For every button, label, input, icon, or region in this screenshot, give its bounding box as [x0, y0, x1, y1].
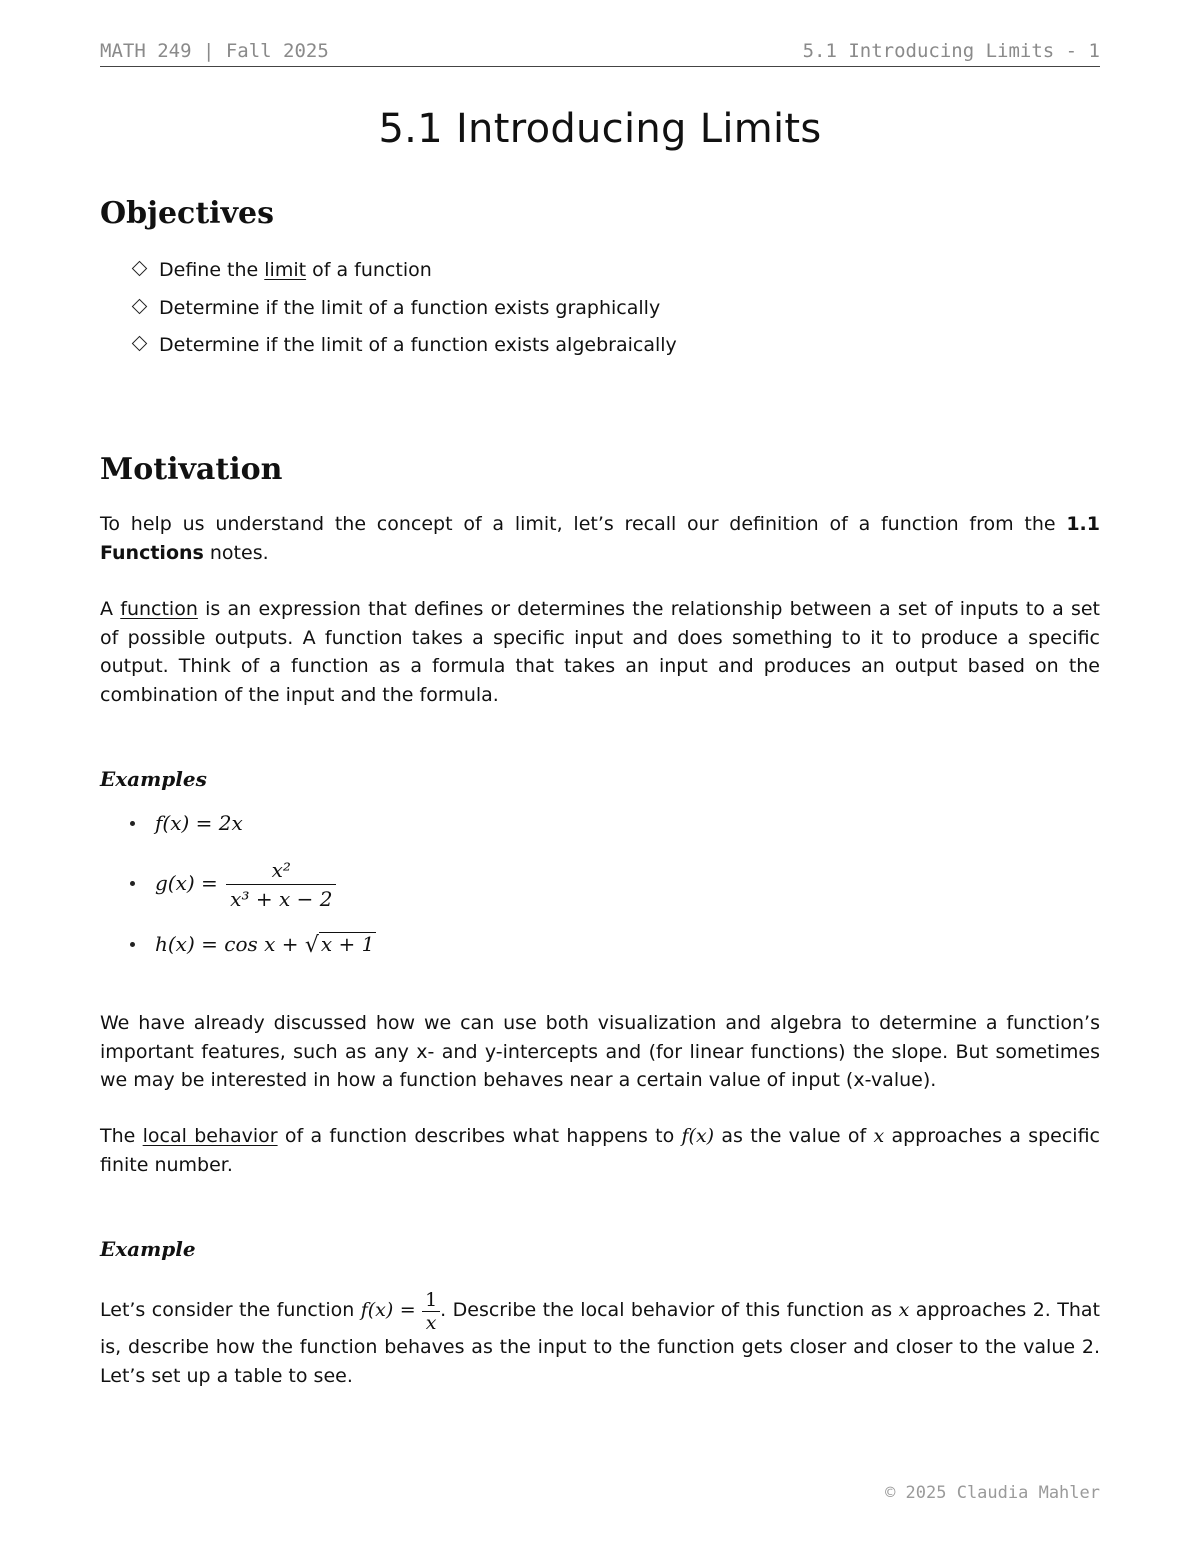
motivation-heading: Motivation	[100, 452, 283, 487]
paragraph-example: Let’s consider the function f(x) = $\frac{1}{x}$ . Describe the local behavior of this function as x approaches 2. That is, describe how the function behaves as the input to the function gets closer and closer to the value 2. Let’s set up a table to see.	[100, 1289, 1100, 1387]
bullet-icon	[130, 821, 135, 826]
example-heading: Example	[100, 1237, 196, 1261]
diamond-bullet-icon	[132, 336, 148, 352]
diamond-bullet-icon	[132, 298, 148, 314]
term-limit: limit	[264, 259, 307, 281]
paragraph-local-behavior: The local behavior of a function describes what happens to f(x) as the value of x approaches a specific finite number.	[100, 1125, 1100, 1176]
term-function: function	[120, 598, 198, 620]
example-g: g(x) = $\frac{\text{x²}}{\text{x³ + x − 2}}$	[130, 858, 338, 911]
paragraph-features: We have already discussed how we can use both visualization and algebra to determine a function’s important features, such as any x- and y-intercepts and (for linear functions) the slope. But sometimes we may be interested in how a function behaves near a certain value of input (x-value).	[100, 1012, 1100, 1091]
example-h: h(x) = cos x + √ x + 1	[130, 932, 376, 957]
section-page-label: 5.1 Introducing Limits - 1	[802, 40, 1100, 62]
copyright-footer: © 2025 Claudia Mahler	[885, 1483, 1100, 1503]
list-item: Determine if the limit of a function exists algebraically	[132, 333, 677, 371]
objectives-heading: Objectives	[100, 196, 274, 231]
fraction: $\frac{\text{x²}}{\text{x³ + x − 2}}$	[226, 858, 336, 911]
paragraph-recall: To help us understand the concept of a limit, let’s recall our definition of a function from the 1.1 Functions notes.	[100, 513, 1100, 564]
running-header	[100, 38, 1100, 67]
bullet-icon	[130, 881, 135, 886]
objectives-list	[132, 258, 677, 371]
example-f: f(x) = 2x	[130, 811, 243, 835]
term-local-behavior: local behavior	[142, 1125, 278, 1147]
bullet-icon	[130, 942, 135, 947]
fraction: $\frac{1}{x}$	[422, 1289, 440, 1334]
examples-heading: Examples	[100, 767, 207, 791]
list-item: Define the limit of a function	[132, 258, 677, 296]
list-item: Determine if the limit of a function exists graphically	[132, 296, 677, 334]
page-title: 5.1 Introducing Limits	[378, 106, 822, 152]
diamond-bullet-icon	[132, 261, 148, 277]
page	[100, 0, 1100, 1553]
square-root-icon: √	[304, 933, 319, 958]
course-label: MATH 249 | Fall 2025	[100, 40, 329, 62]
paragraph-function-definition: A function is an expression that defines or determines the relationship between a set of inputs to a set of possible outputs. A function takes a specific input and does something to it to produce a specific output. Think of a function as a formula that takes an input and produces an output based on the combination of the input and the formula.	[100, 598, 1101, 706]
